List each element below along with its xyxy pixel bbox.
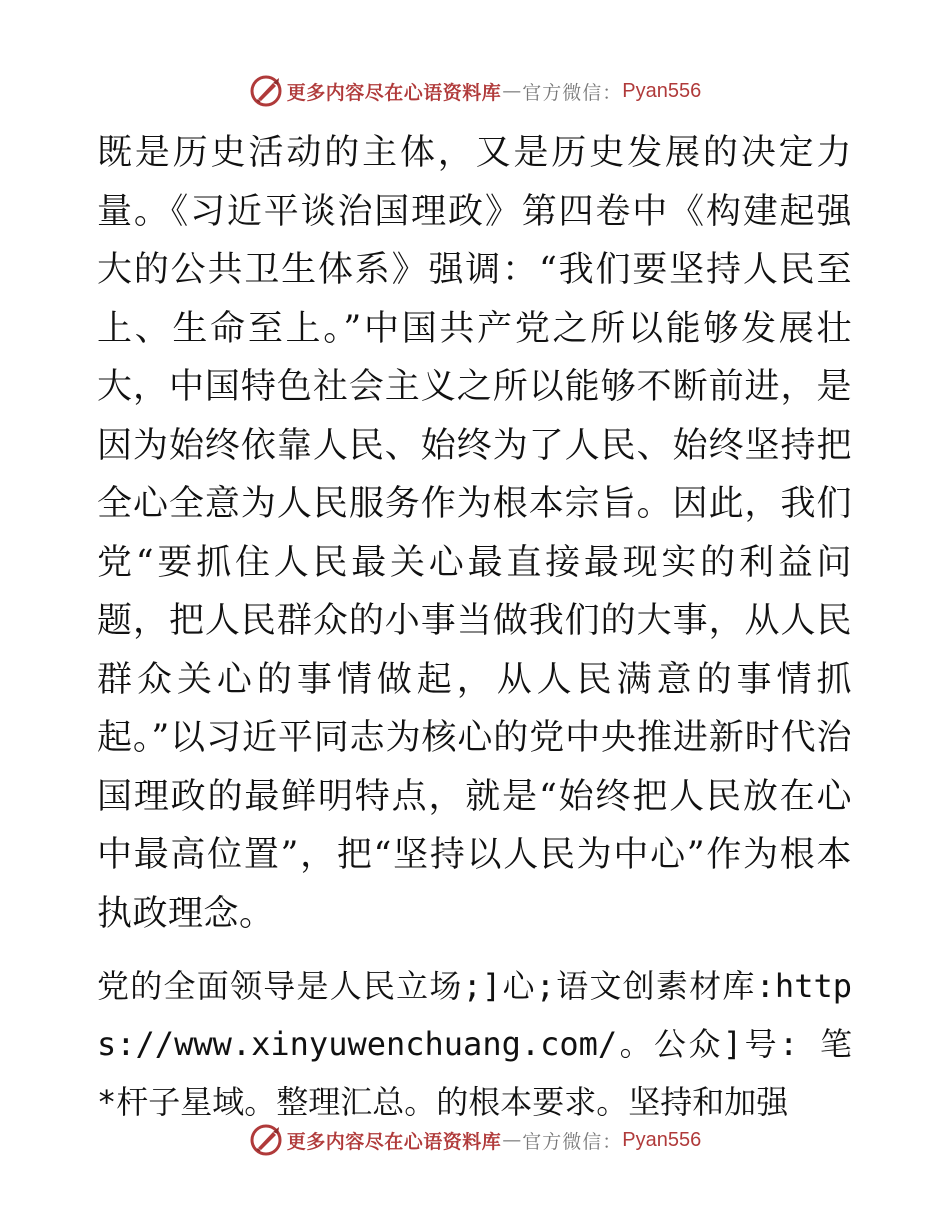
document-body (97, 124, 852, 1131)
header-wechat-id: Pyan556 (622, 79, 702, 102)
footer-dash: — (502, 1129, 522, 1151)
footer-wechat-id: Pyan556 (622, 1128, 702, 1151)
header-official-label: 官方微信： (522, 81, 623, 104)
body-paragraph-2: 党的全面领导是人民立场;]心;语文创素材库:https://www.xinyuwenchuang.com/。公众]号: 笔*杆子星域。整理汇总。的根本要求。坚持和加强 (97, 967, 852, 1121)
footer-banner (0, 1120, 950, 1160)
header-brand-text: 更多内容尽在心语资料库 (286, 81, 502, 104)
feather-pen-logo-icon (249, 1123, 283, 1157)
body-paragraph-1: 既是历史活动的主体，又是历史发展的决定力量。《习近平谈治国理政》第四卷中《构建起强大的公共卫生体系》强调：“我们要坚持人民至上、生命至上。”中国共产党之所以能够发展壮大，中国特色社会主义之所以能够不断前进，是因为始终依靠人民、始终为了人民、始终坚持把全心全意为人民服务作为根本宗旨。因此，我们党“要抓住人民最关心最直接最现实的利益问题，把人民群众的小事当做我们的大事，从人民群众关心的事情做起，从人民满意的事情抓起。”以习近平同志为核心的党中央推进新时代治国理政的最鲜明特点，就是“始终把人民放在心中最高位置”，把“坚持以人民为中心”作为根本执政理念。 (97, 133, 852, 934)
feather-pen-logo-icon (249, 74, 283, 108)
header-dash: — (502, 80, 522, 102)
header-banner (0, 71, 950, 111)
footer-brand-text: 更多内容尽在心语资料库 (286, 1130, 502, 1153)
footer-official-label: 官方微信： (522, 1130, 623, 1153)
